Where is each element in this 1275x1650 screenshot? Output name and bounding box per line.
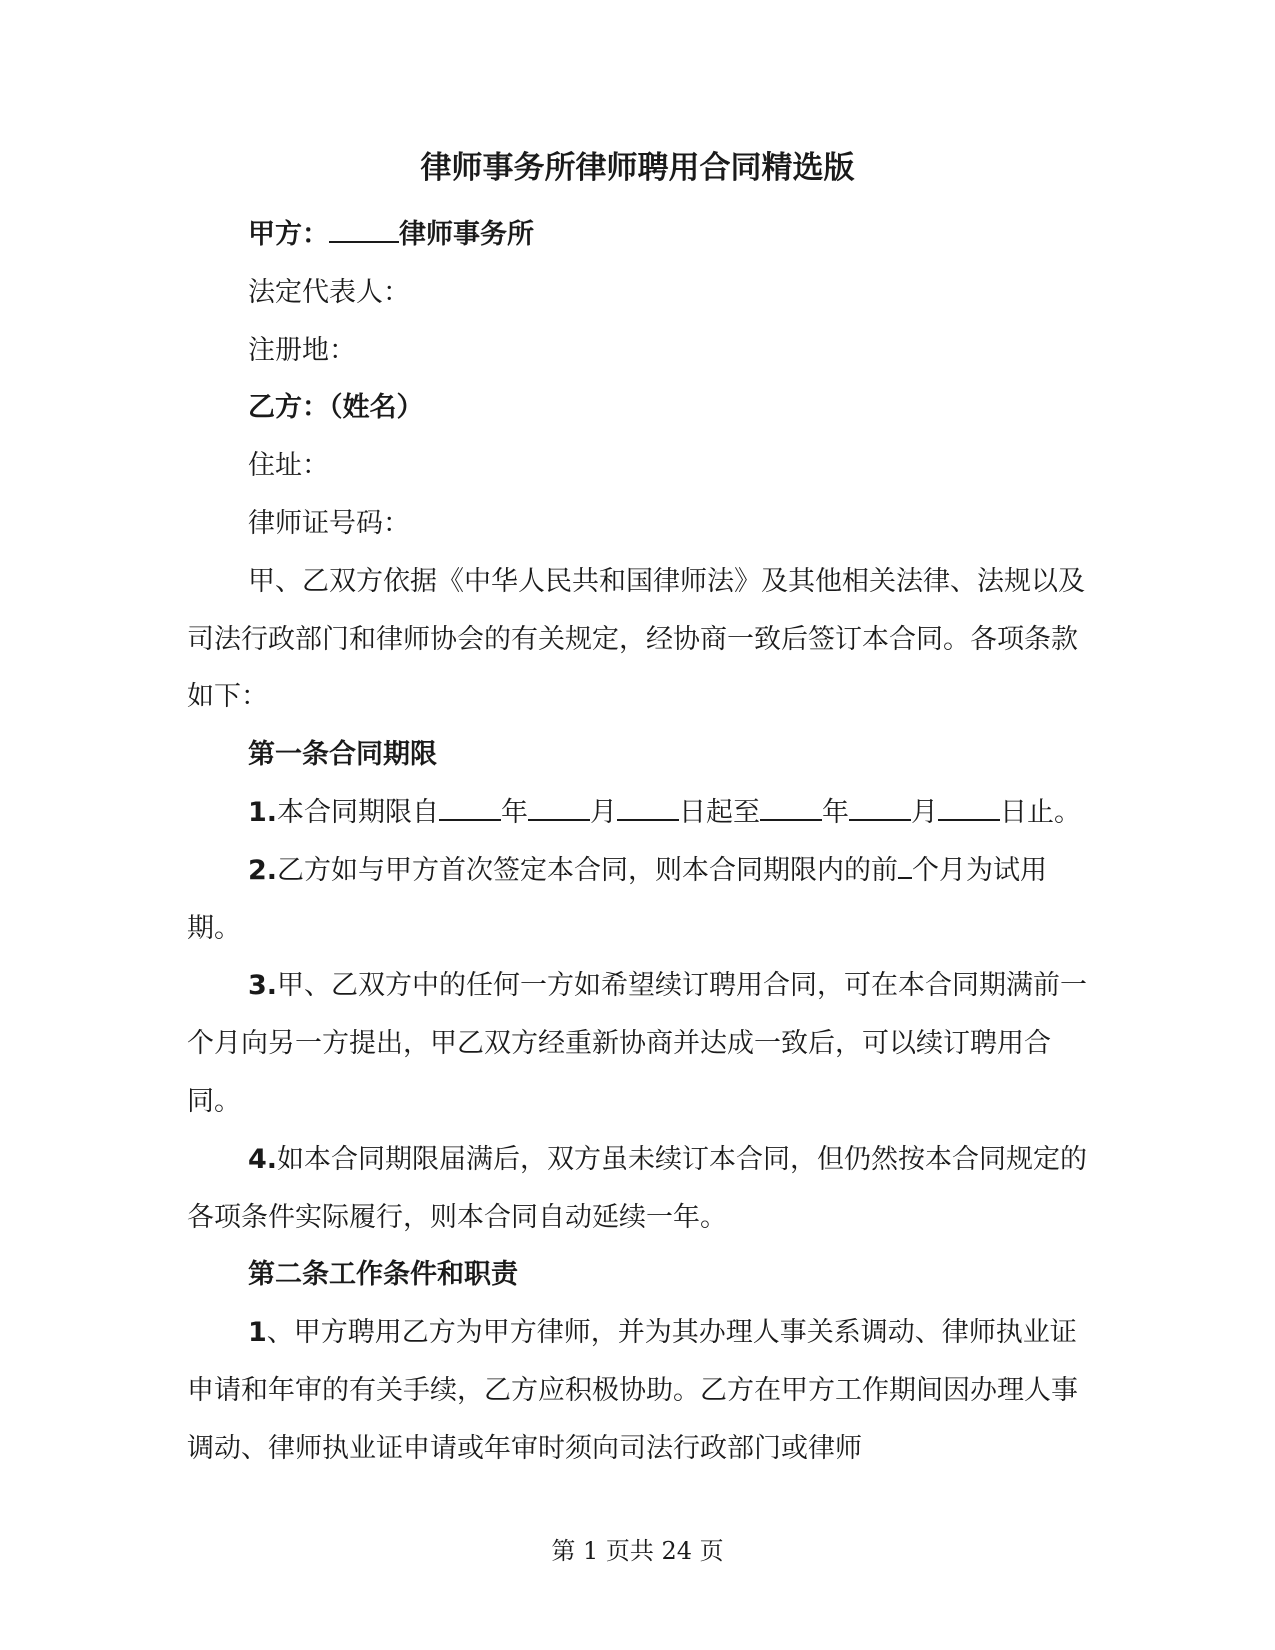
item-number: 3. [248,970,278,1002]
blank-field [528,797,590,821]
item-text: 个月为试用期。 [187,854,1048,944]
item-text: 、甲方聘用乙方为甲方律师，并为其办理人事关系调动、律师执业证申请和年审的有关手续，乙方应积极协助。乙方在甲方工作期间因办理人事调动、律师执业证申请或年审时须向司法行政部门或律师 [187,1317,1078,1464]
preamble-paragraph: 甲、乙双方依据《中华人民共和国律师法》及其他相关法律、法规以及司法行政部门和律师协会的有关规定，经协商一致后签订本合同。各项条款如下： [187,565,1085,713]
party-a-blank [329,219,399,243]
day-label: 日止。 [1000,796,1082,828]
item-text: 如本合同期限届满后，双方虽未续订本合同，但仍然按本合同规定的各项条件实际履行，则本合同自动延续一年。 [187,1143,1088,1233]
item-number: 1. [248,796,278,828]
blank-field [849,797,911,821]
month-label: 月 [590,796,618,828]
section-2-heading: 第二条工作条件和职责 [248,1259,518,1291]
document-title: 律师事务所律师聘用合同精选版 [420,150,855,186]
item-text: 本合同期限自 [277,796,440,828]
blank-field [760,797,822,821]
blank-field [617,797,679,821]
registered-address-line: 注册地： [248,334,356,366]
section-1-item-2 [187,842,1092,958]
section-1-item-3 [187,957,1092,1130]
item-number: 2. [248,854,278,886]
legal-rep-line: 法定代表人： [248,276,410,308]
year-label: 年 [501,796,529,828]
item-number: 4. [248,1143,278,1175]
section-2-item-1 [187,1304,1092,1477]
section-1-item-1 [187,784,1092,842]
item-number: 1 [248,1317,267,1349]
license-number-line: 律师证号码： [248,507,410,539]
party-a-line [187,206,1092,264]
item-text: 甲、乙双方中的任何一方如希望续订聘用合同，可在本合同期满前一个月向另一方提出，甲乙双方经重新协商并达成一致后，可以续订聘用合同。 [187,970,1088,1117]
blank-field [938,797,1000,821]
blank-field [439,797,501,821]
blank-field [898,855,912,879]
year-label: 年 [822,796,850,828]
section-1-item-4 [187,1131,1092,1247]
page-footer: 第 1 页共 24 页 [551,1537,724,1565]
party-a-label: 甲方： [248,219,329,250]
document-body [187,206,1092,1478]
party-a-suffix: 律师事务所 [399,219,534,250]
month-label: 月 [911,796,939,828]
residence-line: 住址： [248,450,329,482]
party-b-line: 乙方：（姓名） [248,392,424,424]
day-label: 日起至 [679,796,761,828]
item-text: 乙方如与甲方首次签定本合同，则本合同期限内的前 [277,854,899,886]
section-1-heading: 第一条合同期限 [248,739,437,771]
